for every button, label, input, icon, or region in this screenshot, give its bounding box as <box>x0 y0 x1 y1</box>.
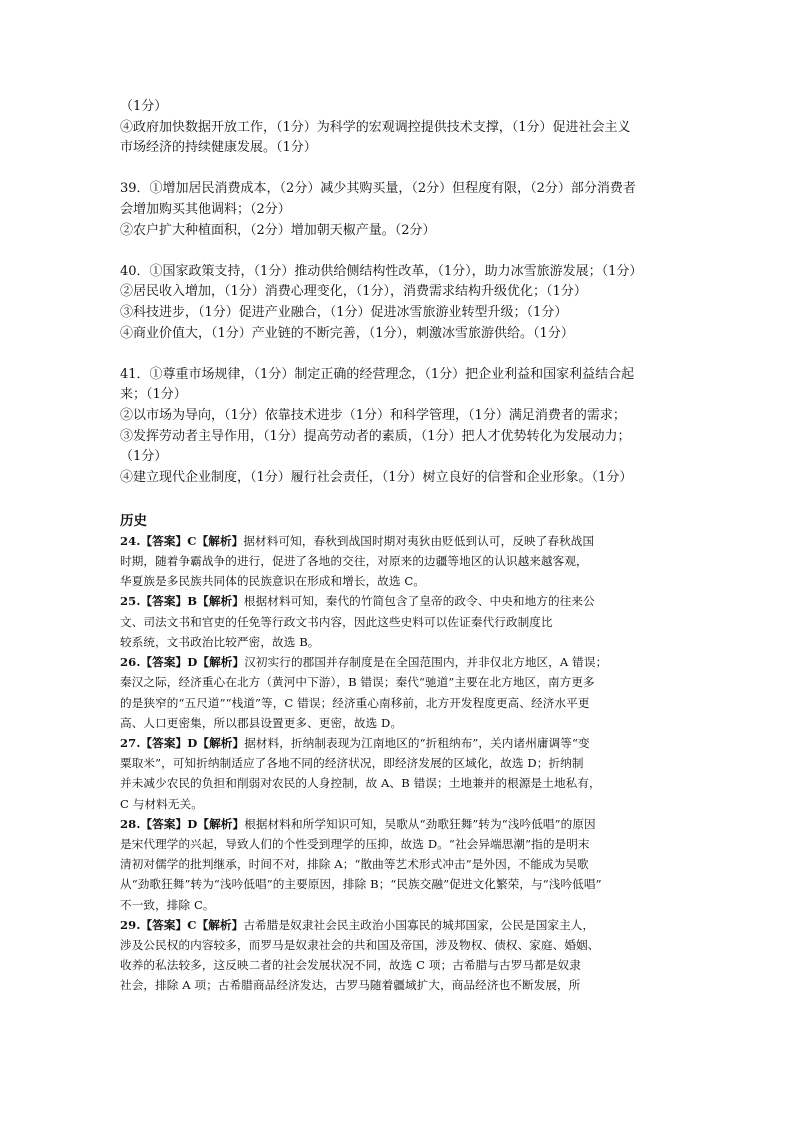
answer-text: 文、司法文书和官吏的任免等行政文书内容，因此这些史料可以佐证秦代行政制度比 <box>120 614 553 629</box>
answer-line: ④建立现代企业制度，（1分）履行社会责任，（1分）树立良好的信誉和企业形象。（1分） <box>120 469 633 485</box>
answer-line: ②居民收入增加，（1分）消费心理变化，（1分），消费需求结构升级优化；（1分） <box>120 284 587 300</box>
answer-line: （1分） <box>120 449 168 465</box>
politics-answers <box>120 97 680 509</box>
history-answer-line <box>120 531 680 551</box>
answer-text: 的是狭窄的“五尺道”“栈道”等，C 错误；经济重心南移前，北方开发程度更高、经济水平更 <box>120 695 590 710</box>
answer-line: 来；（1分） <box>120 387 187 403</box>
answer-line: （1分） <box>120 99 168 114</box>
question-41 <box>120 365 680 489</box>
history-answer-line <box>120 652 680 672</box>
answer-text: 根据材料可知，秦代的竹简包含了皇帝的政令、中央和地方的往来公 <box>243 594 595 609</box>
history-answer-29 <box>120 915 680 996</box>
history-answer-line <box>120 975 680 995</box>
history-answers <box>120 531 680 996</box>
history-answer-line <box>120 733 680 753</box>
history-answer-line <box>120 773 680 793</box>
answer-line: ③科技进步，（1分）促进产业融合，（1分）促进冰雪旅游业转型升级；（1分） <box>120 304 568 320</box>
answer-line: 40．①国家政策支持，（1分）推动供给侧结构性改革，（1分），助力冰雪旅游发展；（1分） <box>120 263 643 279</box>
answer-text: 根据材料和所学知识可知，吴歌从“劲歌狂舞”转为“浅吟低唱”的原因 <box>244 816 596 831</box>
answer-text: 粟取米”，可知折纳制适应了各地不同的经济状况，即经济发展的区域化，故选 D；折纳制 <box>120 756 584 771</box>
history-answer-line <box>120 915 680 935</box>
history-answer-line <box>120 895 680 915</box>
answer-text: 华夏族是多民族共同体的民族意识在形成和增长，故选 C。 <box>120 574 426 589</box>
history-answer-line <box>120 794 680 814</box>
history-answer-line <box>120 612 680 632</box>
history-answer-line <box>120 935 680 955</box>
history-answer-line <box>120 551 680 571</box>
history-answer-line <box>120 571 680 591</box>
history-answer-line <box>120 693 680 713</box>
answer-text: 秦汉之际，经济重心在北方（黄河中下游），B 错误；秦代“驰道”主要在北方地区，南方更多 <box>120 675 595 690</box>
answer-line: 市场经济的持续健康发展。（1分） <box>120 140 317 156</box>
answer-text: 社会，排除 A 项；古希腊商品经济发达，古罗马随着疆域扩大，商品经济也不断发展，所 <box>120 978 581 993</box>
answer-text: 从“劲歌狂舞”转为“浅吟低唱”的主要原因，排除 B；“民族交融”促进文化繁荣，与“浅吟低唱” <box>120 877 602 892</box>
answer-line: 41．①尊重市场规律，（1分）制定正确的经营理念，（1分）把企业利益和国家利益结合起 <box>120 366 635 382</box>
history-answer-line <box>120 874 680 894</box>
answer-text: 高、人口更密集，所以郡县设置更多、更密，故选 D。 <box>120 715 403 730</box>
history-answer-line <box>120 672 680 692</box>
answer-text: C 与材料无关。 <box>120 796 203 811</box>
answer-line: ②以市场为导向，（1分）依靠技术进步（1分）和科学管理，（1分）满足消费者的需求； <box>120 407 626 423</box>
history-answer-line <box>120 632 680 652</box>
answer-text: 古希腊是奴隶社会民主政治小国寡民的城邦国家，公民是国家主人， <box>243 917 595 932</box>
history-answer-28 <box>120 814 680 915</box>
answer-tag: 29.【答案】C【解析】 <box>120 917 244 932</box>
history-answer-line <box>120 713 680 733</box>
block-gap <box>120 488 680 509</box>
answer-line: ④政府加快数据开放工作，（1分）为科学的宏观调控提供技术支撑，（1分）促进社会主义 <box>120 119 631 135</box>
answer-tag: 24.【答案】C【解析】 <box>120 533 244 548</box>
answer-text: 据材料可知，春秋到战国时期对夷狄由贬低到认可，反映了春秋战国 <box>243 533 595 548</box>
answer-text: 据材料，折纳制表现为江南地区的“折租纳布”，关内诸州庸调等“变 <box>244 735 590 750</box>
answer-text: 清初对儒学的批判继承，时间不对，排除 A；“散曲等艺术形式冲击”是外因，不能成为吴歌 <box>120 857 589 872</box>
answer-line: ③发挥劳动者主导作用，（1分）提高劳动者的素质，（1分）把人才优势转化为发展动力； <box>120 428 631 444</box>
answer-text: 较系统，文书政治比较严密，故选 B。 <box>120 634 320 649</box>
answer-text: 时期，随着争霸战争的进行，促进了各地的交往，对原来的边疆等地区的认识越来越客观， <box>120 554 588 569</box>
answer-line: ④商业价值大，（1分）产业链的不断完善，（1分），刺激冰雪旅游供给。（1分） <box>120 325 574 341</box>
answer-text: 并未减少农民的负担和削弱对农民的人身控制，故 A、B 错误；土地兼并的根源是土地私有， <box>120 776 601 791</box>
answer-tag: 28.【答案】D【解析】 <box>120 816 245 831</box>
history-answer-line <box>120 753 680 773</box>
answer-tag: 25.【答案】B【解析】 <box>120 594 244 609</box>
history-answer-27 <box>120 733 680 814</box>
answer-tag: 26.【答案】D【解析】 <box>120 655 245 670</box>
history-answer-26 <box>120 652 680 733</box>
answer-line: ②农户扩大种植面积，（2分）增加朝天椒产量。（2分） <box>120 222 436 238</box>
answer-text: 收养的私法较多，这反映二者的社会发展状况不同，故选 C 项；古希腊与古罗马都是奴隶 <box>120 958 581 973</box>
history-answer-line <box>120 591 680 611</box>
question-38-tail <box>120 97 680 159</box>
history-answer-line <box>120 854 680 874</box>
answer-page <box>120 97 680 996</box>
history-answer-line <box>120 955 680 975</box>
answer-line: 39．①增加居民消费成本，（2分）减少其购买量，（2分）但程度有限，（2分）部分消费者 <box>120 181 636 197</box>
answer-text: 涉及公民权的内容较多，而罗马是奴隶社会的共和国及帝国，涉及物权、债权、家庭、婚姻、 <box>120 937 600 952</box>
history-answer-line <box>120 834 680 854</box>
history-answer-line <box>120 814 680 834</box>
answer-text: 不一致，排除 C。 <box>120 897 215 912</box>
answer-text: 是宋代理学的兴起，导致人们的个性受到理学的压抑，故选 D。“社会异端思潮”指的是明末 <box>120 836 590 851</box>
history-answer-24 <box>120 531 680 592</box>
history-section-title: 历史 <box>120 512 147 529</box>
question-40 <box>120 262 680 344</box>
block-gap <box>120 344 680 365</box>
answer-tag: 27.【答案】D【解析】 <box>120 735 245 750</box>
answer-line: 会增加购买其他调料；（2分） <box>120 201 291 217</box>
question-39 <box>120 179 680 241</box>
history-answer-25 <box>120 591 680 652</box>
block-gap <box>120 159 680 180</box>
answer-text: 汉初实行的郡国并存制度是在全国范围内，并非仅北方地区，A 错误； <box>244 655 608 670</box>
block-gap <box>120 241 680 262</box>
